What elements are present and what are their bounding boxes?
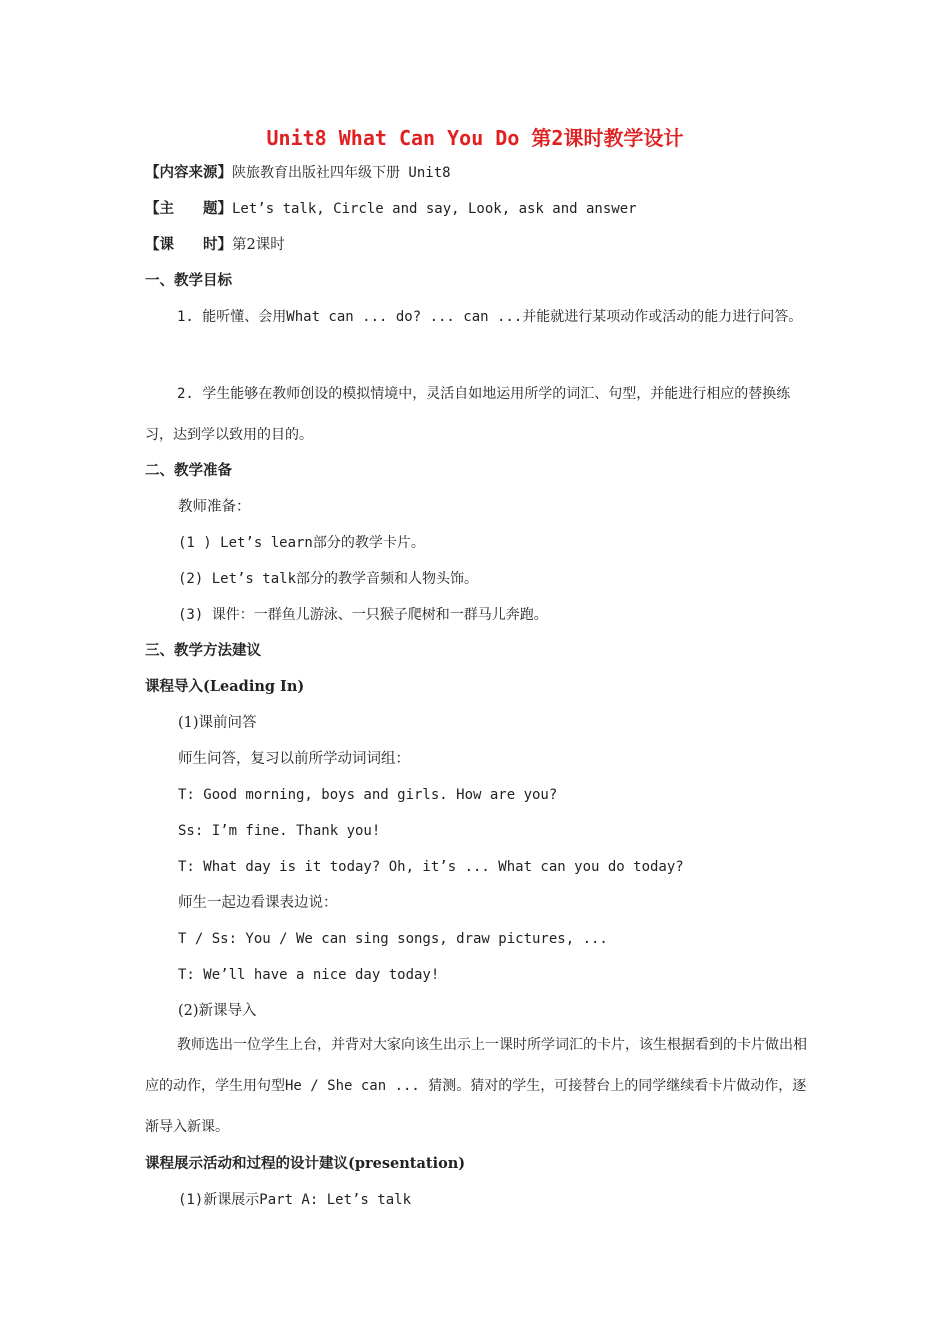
dialog-desc: 师生一起边看课表边说： [178,895,338,911]
leadin-step-2: (2)新课导入 [178,1003,257,1019]
leadin-desc: 师生问答，复习以前所学动词词组： [178,751,410,767]
prep-teacher: 教师准备： [178,499,251,515]
section-prep-heading: 二、教学准备 [145,462,232,479]
new-lesson-paragraph: 教师选出一位学生上台，并背对大家向该生出示上一课时所学词汇的卡片，该生根据看到的卡片做出相应的动作，学生用句型He / She can ... 猜测。猜对的学生，可接替台上的同学继续看卡片做动作，逐渐导入新课。 [145,1037,807,1135]
meta-period-value: 第2课时 [232,237,285,253]
dialog-line-4: T / Ss: You / We can sing songs, draw pictures, ... [178,931,608,947]
leadin-step-1: (1)课前问答 [178,715,257,731]
goal-1: 1. 能听懂、会用What can ... do? ... can ...并能就进行某项动作或活动的能力进行问答。 [177,309,803,325]
dialog-line-5: T: We’ll have a nice day today! [178,967,440,983]
meta-topic [145,199,815,219]
dialog-line-2: Ss: I’m fine. Thank you! [178,823,381,839]
meta-source-value: 陕旅教育出版社四年级下册 Unit8 [232,165,451,181]
section-method-heading: 三、教学方法建议 [145,642,261,659]
dialog-line-3: T: What day is it today? Oh, it’s ... What can you do today? [178,859,684,875]
meta-source-label: 【内容来源】 [145,164,232,181]
presentation-heading: 课程展示活动和过程的设计建议(presentation) [145,1155,466,1172]
document-title: Unit8 What Can You Do 第2课时教学设计 [266,126,684,150]
dialog-line-1: T: Good morning, boys and girls. How are you? [178,787,558,803]
prep-item-1: (1 ) Let’s learn部分的教学卡片。 [178,535,425,551]
prep-item-2: (2) Let’s talk部分的教学音频和人物头饰。 [178,571,479,587]
leadin-heading: 课程导入(Leading In) [145,678,305,695]
meta-source [145,163,815,183]
meta-topic-label: 【主 题】 [145,200,232,217]
meta-period-label: 【课 时】 [145,236,232,253]
section-goals-heading: 一、教学目标 [145,272,232,289]
presentation-step-1: (1)新课展示Part A: Let’s talk [178,1192,412,1208]
prep-item-3: (3) 课件：一群鱼儿游泳、一只猴子爬树和一群马儿奔跑。 [178,607,548,623]
meta-period [145,235,815,255]
meta-topic-value: Let’s talk, Circle and say, Look, ask and answer [232,201,637,217]
goal-2: 2. 学生能够在教师创设的模拟情境中，灵活自如地运用所学的词汇、句型，并能进行相应的替换练习，达到学以致用的目的。 [145,386,791,443]
